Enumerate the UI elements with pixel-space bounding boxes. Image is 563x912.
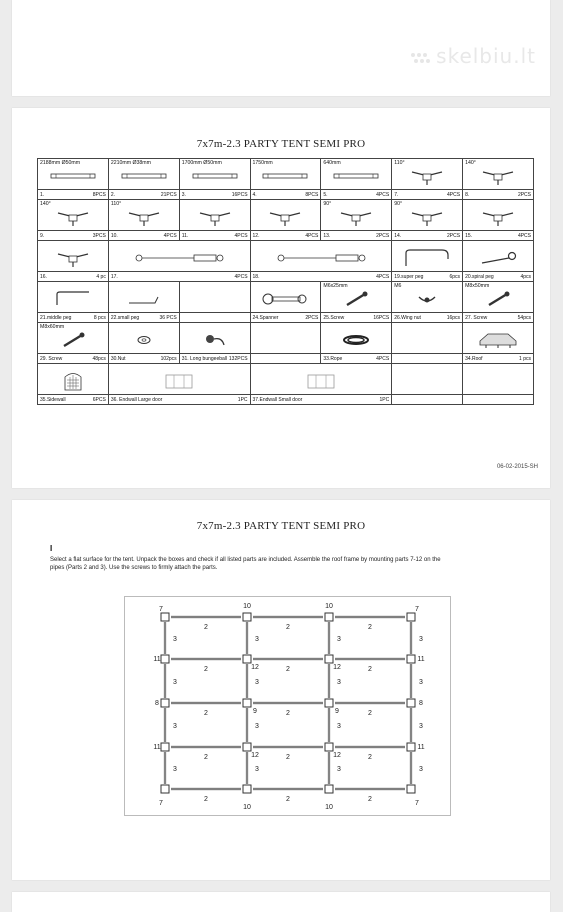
connector-icon xyxy=(339,207,373,227)
sidewall-icon xyxy=(62,371,84,391)
joint-label: 11 xyxy=(417,744,425,751)
joint-label: 10 xyxy=(325,603,333,610)
pipe-label: 3 xyxy=(173,723,177,730)
logo-icon xyxy=(410,51,432,65)
part-image-cell xyxy=(38,364,109,395)
connector-joint xyxy=(161,613,169,621)
part-label-cell xyxy=(179,354,250,364)
pipe-icon xyxy=(192,172,238,180)
part-image-cell xyxy=(392,282,463,313)
part-image-cell xyxy=(179,159,250,190)
connector-joint xyxy=(161,655,169,663)
part-quantity: 4PCS xyxy=(305,232,319,239)
part-quantity: 4PCS xyxy=(234,273,248,280)
part-label-cell xyxy=(463,313,534,323)
joint-label: 8 xyxy=(155,700,159,707)
pipe-label: 3 xyxy=(419,766,423,773)
instructions-text: Select a flat surface for the tent. Unpack the boxes and check if all listed parts are included. Assemble the roof frame by mounting parts 7-12 on the pipes (Parts 2 and 3). Use the screws to firmly attach the parts. xyxy=(50,557,441,571)
pipe-label: 3 xyxy=(255,679,259,686)
part-label-cell xyxy=(392,231,463,241)
part-image-cell xyxy=(392,241,463,272)
part-dimension: 140° xyxy=(40,201,51,207)
connector-joint xyxy=(407,785,415,793)
part-label-cell xyxy=(179,190,250,200)
part-quantity: 4pcs xyxy=(520,273,531,280)
header-card xyxy=(12,0,550,96)
part-label-cell xyxy=(108,231,179,241)
part-quantity: 4PCS xyxy=(234,232,248,239)
step-number: I xyxy=(50,544,53,553)
connector-joint xyxy=(407,613,415,621)
connector-joint xyxy=(325,655,333,663)
connector-icon xyxy=(481,166,515,186)
connector-joint xyxy=(325,785,333,793)
pipe-label: 2 xyxy=(286,754,290,761)
part-quantity: 1PC xyxy=(237,396,248,403)
part-number: 36. Endwall Large door xyxy=(110,396,163,403)
watermark-text: skelbiu.lt xyxy=(436,44,536,68)
part-dimension: 110° xyxy=(394,160,405,166)
part-quantity: 4PCS xyxy=(376,273,390,280)
pipe-label: 2 xyxy=(286,624,290,631)
part-number: 5. xyxy=(323,191,328,198)
roof-icon xyxy=(478,331,518,349)
connector-joint xyxy=(325,743,333,751)
part-label-cell xyxy=(38,313,109,323)
part-number: 18. xyxy=(252,273,260,280)
connector-joint xyxy=(407,699,415,707)
connector-icon xyxy=(410,166,444,186)
part-dimension: 640mm xyxy=(323,160,341,166)
part-label-cell xyxy=(108,395,250,405)
part-label-cell xyxy=(179,231,250,241)
part-label-cell xyxy=(321,354,392,364)
part-quantity: 16pcs xyxy=(446,314,461,321)
corner-label: 7 xyxy=(159,800,163,807)
part-label-cell xyxy=(250,313,321,323)
part-dimension: 1700mm Ø50mm xyxy=(181,160,222,166)
part-image-cell xyxy=(38,323,109,354)
part-number: 35.Sidewall xyxy=(40,396,66,403)
part-dimension: M8x50mm xyxy=(465,283,490,289)
part-image-cell xyxy=(250,200,321,231)
pipe-label: 2 xyxy=(286,796,290,803)
pipe-label: 3 xyxy=(419,679,423,686)
connector-joint xyxy=(161,743,169,751)
part-image-cell xyxy=(463,282,534,313)
part-label-cell xyxy=(108,272,250,282)
part-number: 31. xyxy=(181,355,189,362)
corner-label: 7 xyxy=(415,606,419,613)
pipe-label: 2 xyxy=(368,796,372,803)
part-label-cell xyxy=(179,313,250,323)
part-image-cell xyxy=(321,323,392,354)
part-quantity: 102pcs xyxy=(160,355,177,362)
joint-label: 11 xyxy=(153,744,161,751)
endwall-icon xyxy=(306,373,336,389)
joint-label: 12 xyxy=(333,664,341,671)
part-quantity: 2PCS xyxy=(376,232,390,239)
part-number: 22.small peg xyxy=(110,314,140,321)
connector-joint xyxy=(407,655,415,663)
part-label-cell xyxy=(250,272,392,282)
part-dimension: 2210mm Ø38mm xyxy=(110,160,151,166)
part-label-cell xyxy=(392,190,463,200)
joint-label: 12 xyxy=(251,664,259,671)
part-quantity: 8PCS xyxy=(305,191,319,198)
endwall-icon xyxy=(164,373,194,389)
pipe-label: 2 xyxy=(368,624,372,631)
pipe-label: 3 xyxy=(255,723,259,730)
pipe-label: 3 xyxy=(255,766,259,773)
pipe-label: 2 xyxy=(204,624,208,631)
tension-rod-icon xyxy=(276,253,366,263)
part-image-cell xyxy=(250,282,321,313)
part-label-cell xyxy=(108,313,179,323)
connector-icon xyxy=(198,207,232,227)
part-image-cell xyxy=(463,323,534,354)
connector-joint xyxy=(243,699,251,707)
pipe-label: 3 xyxy=(337,636,341,643)
part-quantity: 2PCS xyxy=(447,232,461,239)
joint-label: 11 xyxy=(417,656,425,663)
part-number: 17. xyxy=(110,273,118,280)
part-quantity: 2PCS xyxy=(517,191,531,198)
page-title: 7x7m-2.3 PARTY TENT SEMI PRO xyxy=(196,520,366,532)
part-image-cell xyxy=(463,241,534,272)
instructions-page xyxy=(12,500,550,880)
part-label-cell xyxy=(250,354,321,364)
table-row xyxy=(38,395,534,405)
empty-cell xyxy=(392,395,463,405)
joint-label: 11 xyxy=(153,656,161,663)
connector-icon xyxy=(268,207,302,227)
part-dimension: 2188mm Ø50mm xyxy=(40,160,81,166)
connector-icon xyxy=(410,207,444,227)
part-quantity: 3PCS xyxy=(92,232,106,239)
connector-icon xyxy=(56,248,90,268)
wing-nut-icon xyxy=(417,293,437,305)
pipe-label: 3 xyxy=(173,766,177,773)
part-quantity: 132PCS xyxy=(228,355,248,362)
connector-joint xyxy=(325,699,333,707)
part-image-cell xyxy=(38,241,109,272)
part-number: 24.Spanner xyxy=(252,314,279,321)
part-name: Long bungeeball xyxy=(188,355,228,362)
part-number: 19.super peg xyxy=(394,273,424,280)
part-image-cell xyxy=(108,364,250,395)
parts-list-page xyxy=(12,108,550,488)
part-number: 2. xyxy=(110,191,116,198)
part-quantity: 21PCS xyxy=(160,191,177,198)
part-image-cell xyxy=(179,323,250,354)
part-number: 29. Screw xyxy=(40,355,63,362)
part-quantity: 1 pcs xyxy=(519,355,531,362)
part-label-cell xyxy=(250,395,392,405)
part-quantity: 8 pcs xyxy=(93,314,106,321)
part-number: 15. xyxy=(465,232,473,239)
part-label-cell xyxy=(463,231,534,241)
connector-joint xyxy=(161,699,169,707)
part-label-cell xyxy=(250,231,321,241)
super-peg-icon xyxy=(402,249,452,267)
part-image-cell xyxy=(463,159,534,190)
table-row xyxy=(38,190,534,200)
part-image-cell xyxy=(108,323,179,354)
part-number: 30.Nut xyxy=(110,355,126,362)
tension-rod-icon xyxy=(134,253,224,263)
part-number: 9. xyxy=(40,232,45,239)
part-label-cell xyxy=(38,272,109,282)
part-number: 27. Screw xyxy=(465,314,488,321)
pipe-label: 2 xyxy=(286,710,290,717)
part-image-cell xyxy=(179,200,250,231)
pipe-label: 2 xyxy=(368,710,372,717)
part-quantity: 6PCS xyxy=(92,396,106,403)
table-row xyxy=(38,313,534,323)
connector-joint xyxy=(243,613,251,621)
pipe-label: 3 xyxy=(419,636,423,643)
part-quantity: 1PC xyxy=(379,396,390,403)
part-number: 8. xyxy=(465,191,470,198)
corner-label: 7 xyxy=(159,606,163,613)
peg-icon xyxy=(53,291,93,307)
part-image-cell xyxy=(38,282,109,313)
part-image-cell xyxy=(250,159,321,190)
table-row xyxy=(38,364,534,395)
part-label-cell xyxy=(38,395,109,405)
part-quantity: 16PCS xyxy=(373,314,390,321)
frame-drawing xyxy=(125,597,450,815)
part-quantity: 4PCS xyxy=(376,191,390,198)
pipe-label: 2 xyxy=(368,754,372,761)
part-image-cell xyxy=(321,200,392,231)
pipe-label: 2 xyxy=(204,710,208,717)
table-row xyxy=(38,282,534,313)
part-number: 12. xyxy=(252,232,260,239)
part-label-cell xyxy=(38,354,109,364)
connector-icon xyxy=(56,207,90,227)
part-number: 3. xyxy=(181,191,186,198)
part-label-cell xyxy=(38,190,109,200)
part-quantity: 6pcs xyxy=(449,273,461,280)
connector-joint xyxy=(161,785,169,793)
part-label-cell xyxy=(321,231,392,241)
pipe-label: 3 xyxy=(337,766,341,773)
part-quantity: 54pcs xyxy=(517,314,531,321)
pipe-label: 3 xyxy=(419,723,423,730)
part-number: 33.Rope xyxy=(323,355,343,362)
table-row xyxy=(38,272,534,282)
joint-label: 9 xyxy=(253,708,257,715)
part-number: 16. xyxy=(40,273,47,280)
pipe-icon xyxy=(50,172,96,180)
part-number: 37.Endwall Small door xyxy=(252,396,303,403)
pipe-label: 2 xyxy=(204,754,208,761)
pipe-icon xyxy=(333,172,379,180)
connector-joint xyxy=(407,743,415,751)
part-number: 21.middle peg xyxy=(40,314,72,321)
table-row xyxy=(38,354,534,364)
pipe-label: 2 xyxy=(286,666,290,673)
part-label-cell xyxy=(392,354,463,364)
part-label-cell xyxy=(392,313,463,323)
part-quantity: 4PCS xyxy=(447,191,461,198)
part-number: 26.Wing nut xyxy=(394,314,421,321)
screw-icon xyxy=(343,291,369,307)
spiral-peg-icon xyxy=(478,251,518,265)
table-row xyxy=(38,231,534,241)
connector-icon xyxy=(481,207,515,227)
part-label-cell xyxy=(321,313,392,323)
part-dimension: M6x25mm xyxy=(323,283,348,289)
part-image-cell xyxy=(392,364,463,395)
part-image-cell xyxy=(463,364,534,395)
part-image-cell xyxy=(250,364,392,395)
part-image-cell xyxy=(108,200,179,231)
part-number: 4. xyxy=(252,191,257,198)
bungee-ball-icon xyxy=(204,333,226,347)
part-image-cell xyxy=(392,323,463,354)
part-label-cell xyxy=(392,272,463,282)
part-label-cell xyxy=(38,231,109,241)
part-label-cell xyxy=(250,190,321,200)
part-label-cell xyxy=(463,354,534,364)
part-image-cell xyxy=(108,159,179,190)
connector-joint xyxy=(243,785,251,793)
part-dimension: M6 xyxy=(394,283,402,289)
part-label-cell xyxy=(108,354,179,364)
pipe-icon xyxy=(121,172,167,180)
part-image-cell xyxy=(108,241,250,272)
part-dimension: 110° xyxy=(110,201,122,207)
pipe-label: 3 xyxy=(337,679,341,686)
next-card xyxy=(12,892,550,912)
pipe-label: 2 xyxy=(204,796,208,803)
part-number: 1. xyxy=(40,191,45,198)
connector-icon xyxy=(127,207,161,227)
corner-label: 7 xyxy=(415,800,419,807)
part-quantity: 36 PCS xyxy=(159,314,177,321)
part-dimension: 90° xyxy=(323,201,332,207)
part-image-cell xyxy=(463,200,534,231)
part-image-cell xyxy=(250,323,321,354)
pipe-label: 3 xyxy=(173,679,177,686)
nut-icon xyxy=(136,335,152,345)
document-date: 06-02-2015-SH xyxy=(496,464,538,470)
pipe-label: 3 xyxy=(255,636,259,643)
joint-label: 12 xyxy=(251,752,259,759)
connector-joint xyxy=(325,613,333,621)
part-quantity: 48pcs xyxy=(92,355,106,362)
screw-icon xyxy=(485,291,511,307)
part-image-cell xyxy=(38,200,109,231)
joint-label: 10 xyxy=(243,804,251,811)
part-number: 20.spiral peg xyxy=(465,273,494,280)
part-quantity: 4 pc xyxy=(96,273,106,280)
part-image-cell xyxy=(38,159,109,190)
empty-cell xyxy=(463,395,534,405)
part-label-cell xyxy=(463,272,534,282)
connector-joint xyxy=(243,655,251,663)
screw-icon xyxy=(60,332,86,348)
part-dimension: 1750mm xyxy=(252,160,273,166)
connector-joint xyxy=(243,743,251,751)
table-row xyxy=(38,159,534,190)
part-label-cell xyxy=(108,190,179,200)
part-quantity: 8PCS xyxy=(92,191,106,198)
part-image-cell xyxy=(392,200,463,231)
part-label-cell xyxy=(321,190,392,200)
part-dimension: 140° xyxy=(465,160,476,166)
watermark xyxy=(410,44,536,68)
part-number: 13. xyxy=(323,232,331,239)
pipe-label: 3 xyxy=(173,636,177,643)
part-number: 34.Roof xyxy=(465,355,483,362)
part-quantity: 4PCS xyxy=(517,232,531,239)
part-number: 25.Screw xyxy=(323,314,345,321)
rope-icon xyxy=(341,334,371,346)
page-title: 7x7m-2.3 PARTY TENT SEMI PRO xyxy=(196,138,366,150)
spanner-icon xyxy=(262,292,308,306)
part-dimension: 90° xyxy=(394,201,403,207)
part-quantity: 16PCS xyxy=(231,191,248,198)
pipe-label: 3 xyxy=(337,723,341,730)
parts-table xyxy=(37,158,534,405)
pipe-label: 2 xyxy=(368,666,372,673)
part-number: 10. xyxy=(110,232,118,239)
peg-icon xyxy=(127,293,161,305)
joint-label: 9 xyxy=(335,708,339,715)
part-image-cell xyxy=(392,159,463,190)
pipe-label: 2 xyxy=(204,666,208,673)
table-row xyxy=(38,200,534,231)
part-quantity: 4PCS xyxy=(376,355,390,362)
part-label-cell xyxy=(463,190,534,200)
joint-label: 12 xyxy=(333,752,341,759)
part-number: 11. xyxy=(181,232,189,239)
part-image-cell xyxy=(321,159,392,190)
pipe-icon xyxy=(262,172,308,180)
joint-label: 8 xyxy=(419,700,423,707)
part-image-cell xyxy=(108,282,179,313)
joint-label: 10 xyxy=(243,603,251,610)
table-row xyxy=(38,241,534,272)
part-quantity: 4PCS xyxy=(163,232,177,239)
part-dimension: M8x60mm xyxy=(40,324,65,330)
table-row xyxy=(38,323,534,354)
roof-frame-diagram xyxy=(124,596,451,816)
part-quantity: 2PCS xyxy=(305,314,319,321)
joint-label: 10 xyxy=(325,804,333,811)
part-number: 14. xyxy=(394,232,402,239)
part-image-cell xyxy=(250,241,392,272)
part-image-cell xyxy=(321,282,392,313)
part-image-cell xyxy=(179,282,250,313)
part-number: 7. xyxy=(394,191,399,198)
